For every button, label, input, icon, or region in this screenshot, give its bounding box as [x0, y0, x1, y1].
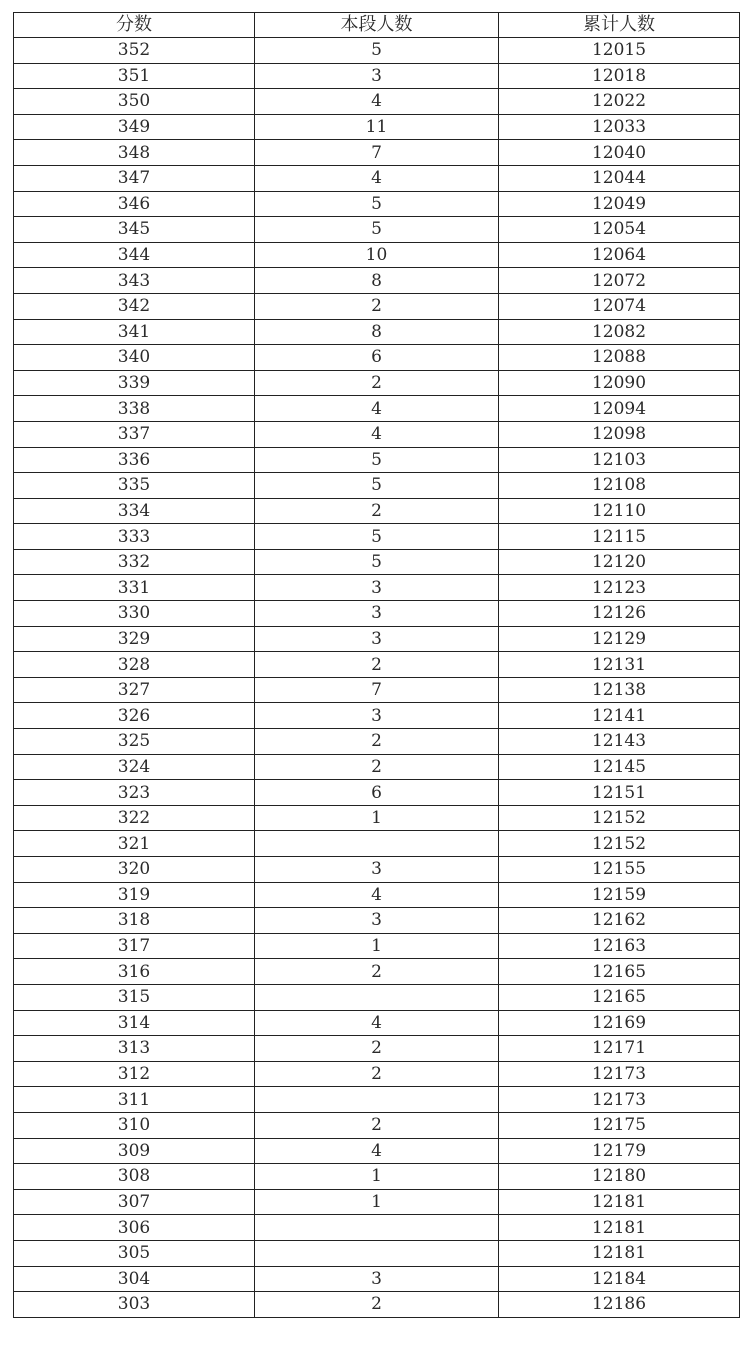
segment-count-cell: [255, 1215, 499, 1241]
segment-count-cell: 2: [255, 1036, 499, 1062]
cumulative-count-cell: 12141: [499, 703, 740, 729]
table-row: [14, 857, 740, 883]
segment-count-cell: 8: [255, 319, 499, 345]
cumulative-count-cell: 12054: [499, 217, 740, 243]
table-row: [14, 1215, 740, 1241]
score-cell: 304: [14, 1266, 255, 1292]
segment-count-cell: 2: [255, 754, 499, 780]
cumulative-count-cell: 12015: [499, 38, 740, 64]
score-cell: 336: [14, 447, 255, 473]
score-cell: 330: [14, 601, 255, 627]
table-row: [14, 1164, 740, 1190]
score-cell: 352: [14, 38, 255, 64]
cumulative-count-cell: 12165: [499, 984, 740, 1010]
score-cell: 344: [14, 242, 255, 268]
segment-count-cell: 3: [255, 703, 499, 729]
segment-count-cell: 5: [255, 217, 499, 243]
table-row: [14, 959, 740, 985]
score-cell: 311: [14, 1087, 255, 1113]
table-row: [14, 882, 740, 908]
cumulative-count-cell: 12152: [499, 831, 740, 857]
segment-count-cell: 5: [255, 549, 499, 575]
table-row: [14, 805, 740, 831]
segment-count-cell: 2: [255, 293, 499, 319]
cumulative-count-cell: 12064: [499, 242, 740, 268]
cumulative-count-cell: 12138: [499, 677, 740, 703]
score-cell: 337: [14, 421, 255, 447]
score-cell: 345: [14, 217, 255, 243]
score-cell: 350: [14, 89, 255, 115]
header-segment-count: 本段人数: [255, 13, 499, 38]
score-cell: 318: [14, 908, 255, 934]
cumulative-count-cell: 12155: [499, 857, 740, 883]
segment-count-cell: 6: [255, 345, 499, 371]
table-row: [14, 1292, 740, 1318]
table-row: [14, 703, 740, 729]
header-cumulative-count: 累计人数: [499, 13, 740, 38]
score-cell: 332: [14, 549, 255, 575]
cumulative-count-cell: 12123: [499, 575, 740, 601]
table-row: [14, 984, 740, 1010]
score-cell: 349: [14, 114, 255, 140]
segment-count-cell: 3: [255, 908, 499, 934]
cumulative-count-cell: 12120: [499, 549, 740, 575]
segment-count-cell: 5: [255, 473, 499, 499]
score-cell: 347: [14, 165, 255, 191]
cumulative-count-cell: 12163: [499, 933, 740, 959]
score-distribution-table: [13, 12, 740, 1318]
score-cell: 310: [14, 1112, 255, 1138]
score-cell: 335: [14, 473, 255, 499]
cumulative-count-cell: 12090: [499, 370, 740, 396]
segment-count-cell: 5: [255, 191, 499, 217]
score-cell: 331: [14, 575, 255, 601]
score-cell: 338: [14, 396, 255, 422]
table-row: [14, 549, 740, 575]
table-row: [14, 1087, 740, 1113]
segment-count-cell: 4: [255, 1138, 499, 1164]
cumulative-count-cell: 12159: [499, 882, 740, 908]
table-row: [14, 473, 740, 499]
table-row: [14, 1266, 740, 1292]
segment-count-cell: 2: [255, 1061, 499, 1087]
score-cell: 320: [14, 857, 255, 883]
cumulative-count-cell: 12129: [499, 626, 740, 652]
score-cell: 326: [14, 703, 255, 729]
segment-count-cell: 3: [255, 1266, 499, 1292]
score-cell: 305: [14, 1240, 255, 1266]
table-row: [14, 447, 740, 473]
segment-count-cell: 10: [255, 242, 499, 268]
cumulative-count-cell: 12131: [499, 652, 740, 678]
cumulative-count-cell: 12145: [499, 754, 740, 780]
table-row: [14, 908, 740, 934]
table-row: [14, 1112, 740, 1138]
segment-count-cell: 4: [255, 1010, 499, 1036]
table-row: [14, 1010, 740, 1036]
score-cell: 348: [14, 140, 255, 166]
segment-count-cell: 1: [255, 805, 499, 831]
cumulative-count-cell: 12110: [499, 498, 740, 524]
cumulative-count-cell: 12088: [499, 345, 740, 371]
table-row: [14, 38, 740, 64]
score-cell: 303: [14, 1292, 255, 1318]
segment-count-cell: [255, 831, 499, 857]
score-cell: 319: [14, 882, 255, 908]
segment-count-cell: 1: [255, 1164, 499, 1190]
cumulative-count-cell: 12018: [499, 63, 740, 89]
segment-count-cell: 6: [255, 780, 499, 806]
table-row: [14, 652, 740, 678]
score-cell: 342: [14, 293, 255, 319]
score-cell: 309: [14, 1138, 255, 1164]
segment-count-cell: 3: [255, 575, 499, 601]
table-row: [14, 1061, 740, 1087]
segment-count-cell: 3: [255, 857, 499, 883]
segment-count-cell: [255, 984, 499, 1010]
score-cell: 329: [14, 626, 255, 652]
table-header-row: [14, 13, 740, 38]
table-row: [14, 242, 740, 268]
table-row: [14, 626, 740, 652]
cumulative-count-cell: 12181: [499, 1189, 740, 1215]
score-cell: 339: [14, 370, 255, 396]
score-cell: 315: [14, 984, 255, 1010]
table-row: [14, 63, 740, 89]
table-row: [14, 575, 740, 601]
cumulative-count-cell: 12165: [499, 959, 740, 985]
score-distribution-sheet: [13, 12, 739, 1318]
segment-count-cell: 1: [255, 933, 499, 959]
score-cell: 346: [14, 191, 255, 217]
segment-count-cell: 4: [255, 165, 499, 191]
table-row: [14, 1189, 740, 1215]
cumulative-count-cell: 12126: [499, 601, 740, 627]
table-row: [14, 319, 740, 345]
cumulative-count-cell: 12151: [499, 780, 740, 806]
segment-count-cell: 4: [255, 421, 499, 447]
score-cell: 324: [14, 754, 255, 780]
score-cell: 341: [14, 319, 255, 345]
segment-count-cell: 8: [255, 268, 499, 294]
table-row: [14, 601, 740, 627]
score-cell: 343: [14, 268, 255, 294]
table-row: [14, 114, 740, 140]
cumulative-count-cell: 12094: [499, 396, 740, 422]
table-row: [14, 217, 740, 243]
segment-count-cell: 2: [255, 959, 499, 985]
segment-count-cell: 2: [255, 652, 499, 678]
cumulative-count-cell: 12049: [499, 191, 740, 217]
segment-count-cell: 2: [255, 370, 499, 396]
cumulative-count-cell: 12022: [499, 89, 740, 115]
table-row: [14, 524, 740, 550]
segment-count-cell: 2: [255, 729, 499, 755]
segment-count-cell: 5: [255, 524, 499, 550]
score-cell: 316: [14, 959, 255, 985]
segment-count-cell: 4: [255, 882, 499, 908]
score-cell: 307: [14, 1189, 255, 1215]
cumulative-count-cell: 12173: [499, 1061, 740, 1087]
table-row: [14, 421, 740, 447]
cumulative-count-cell: 12143: [499, 729, 740, 755]
cumulative-count-cell: 12074: [499, 293, 740, 319]
segment-count-cell: 3: [255, 63, 499, 89]
segment-count-cell: 2: [255, 498, 499, 524]
segment-count-cell: 4: [255, 89, 499, 115]
cumulative-count-cell: 12169: [499, 1010, 740, 1036]
table-row: [14, 165, 740, 191]
table-row: [14, 268, 740, 294]
score-cell: 308: [14, 1164, 255, 1190]
score-cell: 317: [14, 933, 255, 959]
table-row: [14, 780, 740, 806]
cumulative-count-cell: 12179: [499, 1138, 740, 1164]
segment-count-cell: [255, 1240, 499, 1266]
cumulative-count-cell: 12044: [499, 165, 740, 191]
segment-count-cell: 11: [255, 114, 499, 140]
segment-count-cell: 2: [255, 1112, 499, 1138]
segment-count-cell: 7: [255, 140, 499, 166]
score-cell: 340: [14, 345, 255, 371]
segment-count-cell: [255, 1087, 499, 1113]
score-cell: 313: [14, 1036, 255, 1062]
score-cell: 312: [14, 1061, 255, 1087]
cumulative-count-cell: 12186: [499, 1292, 740, 1318]
score-cell: 321: [14, 831, 255, 857]
table-row: [14, 293, 740, 319]
cumulative-count-cell: 12173: [499, 1087, 740, 1113]
table-row: [14, 677, 740, 703]
score-cell: 322: [14, 805, 255, 831]
segment-count-cell: 4: [255, 396, 499, 422]
table-row: [14, 1138, 740, 1164]
table-row: [14, 1036, 740, 1062]
table-row: [14, 140, 740, 166]
table-row: [14, 191, 740, 217]
table-row: [14, 831, 740, 857]
segment-count-cell: 2: [255, 1292, 499, 1318]
segment-count-cell: 1: [255, 1189, 499, 1215]
table-row: [14, 89, 740, 115]
cumulative-count-cell: 12103: [499, 447, 740, 473]
table-row: [14, 370, 740, 396]
segment-count-cell: 7: [255, 677, 499, 703]
cumulative-count-cell: 12082: [499, 319, 740, 345]
table-row: [14, 933, 740, 959]
score-cell: 351: [14, 63, 255, 89]
cumulative-count-cell: 12181: [499, 1240, 740, 1266]
header-score: 分数: [14, 13, 255, 38]
score-cell: 325: [14, 729, 255, 755]
segment-count-cell: 3: [255, 601, 499, 627]
cumulative-count-cell: 12184: [499, 1266, 740, 1292]
segment-count-cell: 5: [255, 447, 499, 473]
score-cell: 328: [14, 652, 255, 678]
cumulative-count-cell: 12175: [499, 1112, 740, 1138]
cumulative-count-cell: 12171: [499, 1036, 740, 1062]
cumulative-count-cell: 12098: [499, 421, 740, 447]
segment-count-cell: 5: [255, 38, 499, 64]
table-row: [14, 345, 740, 371]
cumulative-count-cell: 12115: [499, 524, 740, 550]
cumulative-count-cell: 12181: [499, 1215, 740, 1241]
cumulative-count-cell: 12180: [499, 1164, 740, 1190]
score-cell: 333: [14, 524, 255, 550]
cumulative-count-cell: 12152: [499, 805, 740, 831]
cumulative-count-cell: 12108: [499, 473, 740, 499]
table-row: [14, 498, 740, 524]
score-cell: 306: [14, 1215, 255, 1241]
table-row: [14, 1240, 740, 1266]
cumulative-count-cell: 12072: [499, 268, 740, 294]
cumulative-count-cell: 12033: [499, 114, 740, 140]
score-cell: 323: [14, 780, 255, 806]
cumulative-count-cell: 12040: [499, 140, 740, 166]
table-row: [14, 729, 740, 755]
table-row: [14, 754, 740, 780]
table-row: [14, 396, 740, 422]
table-body: [14, 38, 740, 1318]
score-cell: 334: [14, 498, 255, 524]
segment-count-cell: 3: [255, 626, 499, 652]
score-cell: 327: [14, 677, 255, 703]
score-cell: 314: [14, 1010, 255, 1036]
cumulative-count-cell: 12162: [499, 908, 740, 934]
